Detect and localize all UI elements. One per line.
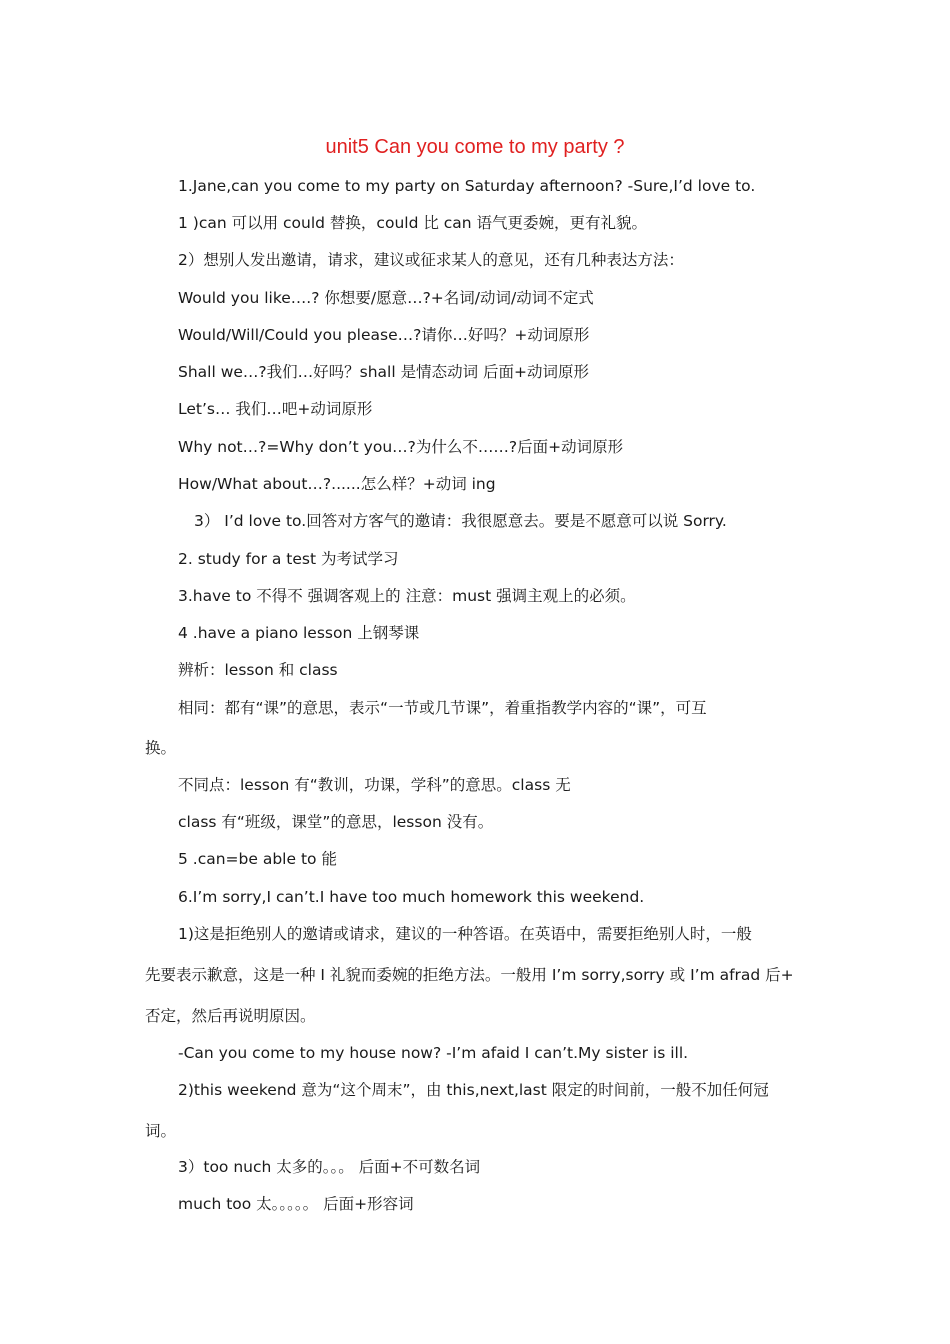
text-line: 1)这是拒绝别人的邀请或请求，建议的一种答语。在英语中，需要拒绝别人时，一般 (178, 925, 752, 943)
text-line: 相同：都有“课”的意思，表示“一节或几节课”，着重指教学内容的“课”，可互 (178, 699, 707, 717)
text-line: much too 太。。。。。 后面+形容词 (178, 1195, 414, 1213)
text-line: Why not…?=Why don’t you…?为什么不……?后面+动词原形 (178, 438, 624, 456)
text-line: 不同点：lesson 有“教训，功课，学科”的意思。class 无 (178, 776, 571, 794)
text-line: 1.Jane,can you come to my party on Saturday afternoon? -Sure,I’d love to. (178, 177, 756, 195)
text-line: 1 )can 可以用 could 替换，could 比 can 语气更委婉，更有礼貌。 (178, 214, 648, 232)
text-line: 2）想别人发出邀请，请求，建议或征求某人的意见，还有几种表达方法： (178, 251, 684, 269)
text-line: 2. study for a test 为考试学习 (178, 550, 399, 568)
text-line: 3） I’d love to.回答对方客气的邀请：我很愿意去。要是不愿意可以说 Sorry. (194, 512, 727, 530)
text-line: 词。 (145, 1122, 177, 1140)
text-line: Would you like….? 你想要/愿意…?+名词/动词/动词不定式 (178, 289, 594, 307)
text-line: 2)this weekend 意为“这个周末”，由 this,next,last 限定的时间前，一般不加任何冠 (178, 1081, 769, 1099)
text-line: 6.I’m sorry,I can’t.I have too much homework this weekend. (178, 888, 645, 906)
text-line: 5 .can=be able to 能 (178, 850, 337, 868)
text-line: 4 .have a piano lesson 上钢琴课 (178, 624, 420, 642)
document-title: unit5 Can you come to my party ? (325, 136, 625, 158)
text-line: 先要表示歉意，这是一种 I 礼貌而委婉的拒绝方法。一般用 I’m sorry,sorry 或 I’m afrad 后+ (145, 966, 794, 984)
text-line: Let’s… 我们…吧+动词原形 (178, 400, 373, 418)
text-line: Shall we…?我们…好吗？shall 是情态动词 后面+动词原形 (178, 363, 589, 381)
text-line: 3）too nuch 太多的。。。 后面+不可数名词 (178, 1158, 481, 1176)
text-line: class 有“班级，课堂”的意思，lesson 没有。 (178, 813, 494, 831)
text-line: 辨析：lesson 和 class (178, 661, 338, 679)
text-line: -Can you come to my house now? -I’m afaid I can’t.My sister is ill. (178, 1044, 689, 1062)
text-line: 否定，然后再说明原因。 (145, 1007, 316, 1025)
text-line: 3.have to 不得不 强调客观上的 注意：must 强调主观上的必须。 (178, 587, 636, 605)
text-line: 换。 (145, 739, 177, 757)
text-line: How/What about…?......怎么样？+动词 ing (178, 475, 496, 493)
text-line: Would/Will/Could you please…?请你…好吗？+动词原形 (178, 326, 590, 344)
